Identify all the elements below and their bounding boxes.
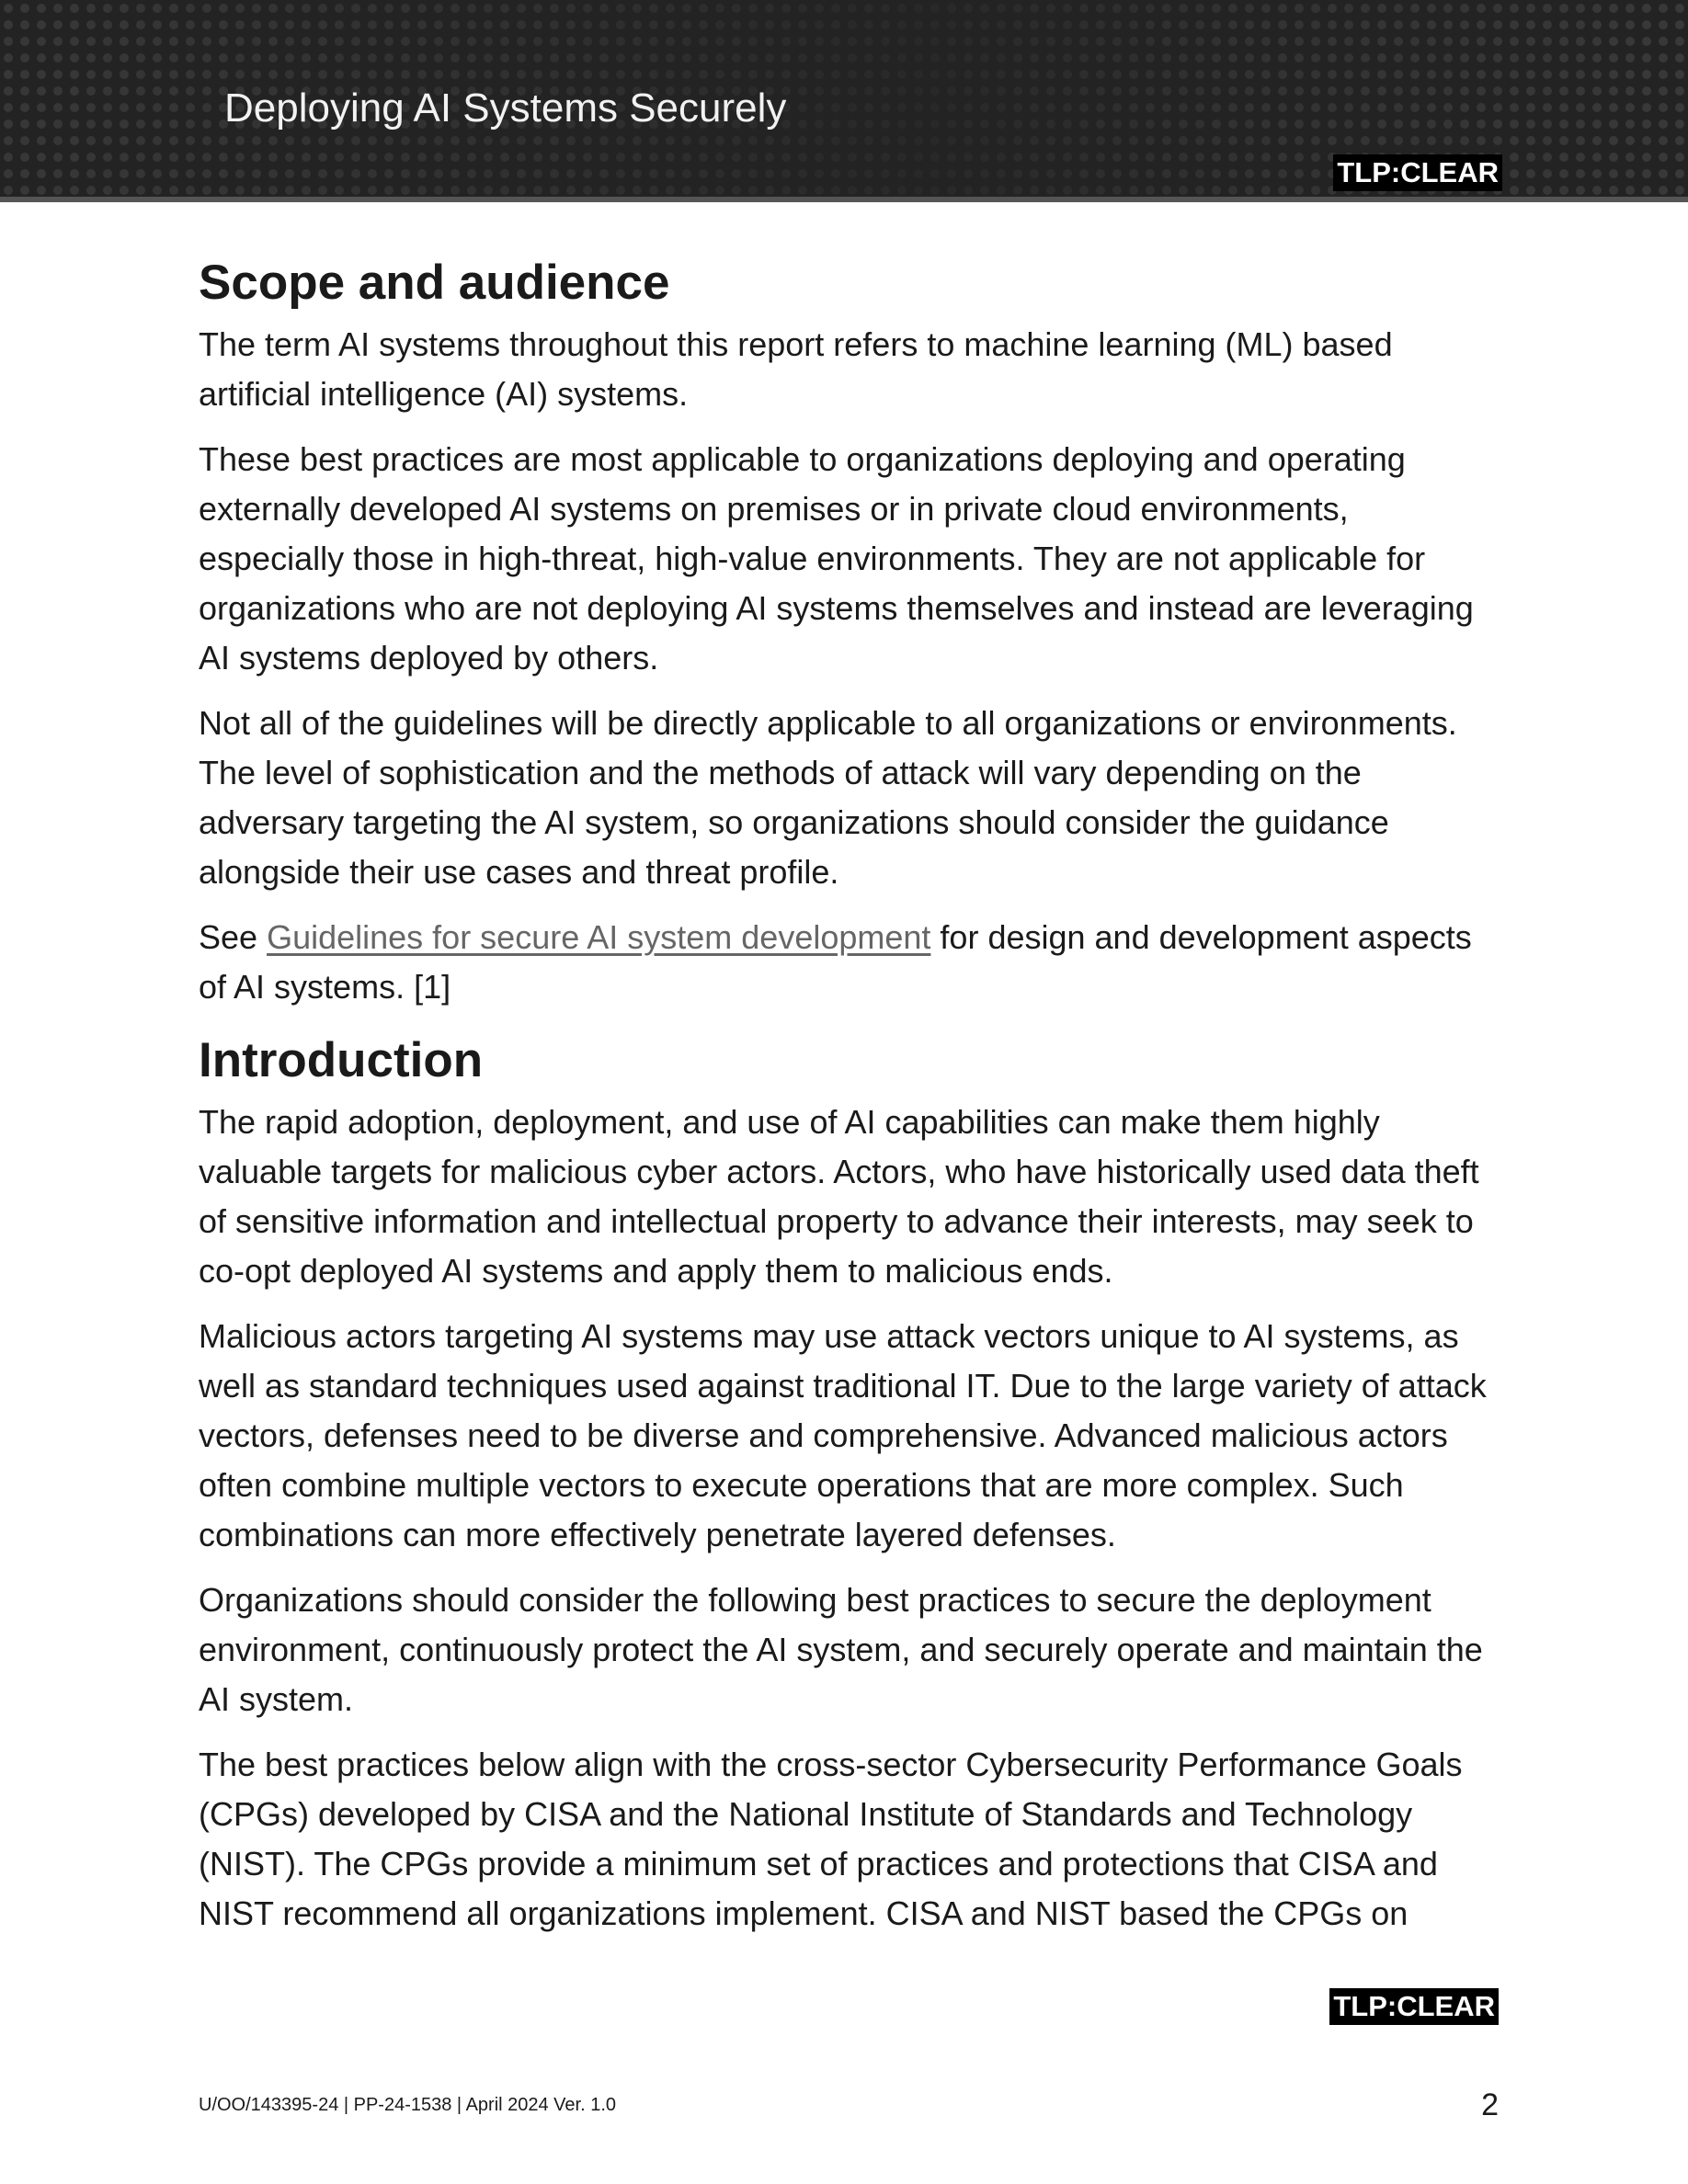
document-id-footer: U/OO/143395-24 | PP-24-1538 | April 2024 Ver. 1.0 bbox=[199, 2095, 617, 2115]
document-title: Deploying AI Systems Securely bbox=[224, 85, 787, 131]
scope-paragraph-2: These best practices are most applicable to organizations deploying and operating externally developed AI systems on premises or in private cloud environments, especially those in high-threat, high-value environments. They are not applicable for organizations who are not deploying AI systems themselves and instead are leveraging AI systems deployed by others. bbox=[199, 440, 1474, 677]
tlp-badge-bottom: TLP:CLEAR bbox=[1329, 1988, 1499, 2025]
page-number: 2 bbox=[1481, 2087, 1499, 2122]
intro-paragraph-3: Organizations should consider the following best practices to secure the deployment environment, continuously protect the AI system, and securely operate and maintain the AI system. bbox=[199, 1581, 1483, 1718]
page-content bbox=[199, 250, 1493, 1954]
scope-paragraph-3: Not all of the guidelines will be directly applicable to all organizations or environments. The level of sophistication and the methods of attack will vary depending on the adversary targeting the AI system, so organizations should consider the guidance alongside their use cases and threat profile. bbox=[199, 704, 1457, 891]
section-heading-introduction: Introduction bbox=[199, 1033, 484, 1087]
scope-paragraph-1: The term AI systems throughout this report refers to machine learning (ML) based artificial intelligence (AI) systems. bbox=[199, 325, 1393, 413]
intro-paragraph-1: The rapid adoption, deployment, and use of AI capabilities can make them highly valuable targets for malicious cyber actors. Actors, who have historically used data theft of sensitive information and intellectual property to advance their interests, may seek to co-opt deployed AI systems and apply them to malicious ends. bbox=[199, 1103, 1479, 1290]
guidelines-link[interactable]: Guidelines for secure AI system development bbox=[267, 918, 931, 956]
intro-paragraph-2: Malicious actors targeting AI systems may use attack vectors unique to AI systems, as well as standard techniques used against traditional IT. Due to the large variety of attack vectors, defenses need to be diverse and comprehensive. Advanced malicious actors often combine multiple vectors to execute operations that are more complex. Such combinations can more effectively penetrate layered defenses. bbox=[199, 1317, 1487, 1553]
link-intro-text: See bbox=[199, 918, 268, 956]
tlp-badge-top: TLP:CLEAR bbox=[1333, 154, 1502, 191]
section-heading-scope: Scope and audience bbox=[199, 256, 670, 310]
page-header-banner bbox=[0, 0, 1688, 202]
scope-paragraph-4 bbox=[199, 913, 1493, 1012]
intro-paragraph-4: The best practices below align with the cross-sector Cybersecurity Performance Goals (CPGs) developed by CISA and the National Institute of Standards and Technology (NIST). The CPGs provide a minimum set of practices and protections that CISA and NIST recommend all organizations implement. CISA and NIST based the CPGs on bbox=[199, 1746, 1463, 1932]
link-trailing-text: for design and development aspects of AI systems. [1] bbox=[199, 918, 1472, 1006]
